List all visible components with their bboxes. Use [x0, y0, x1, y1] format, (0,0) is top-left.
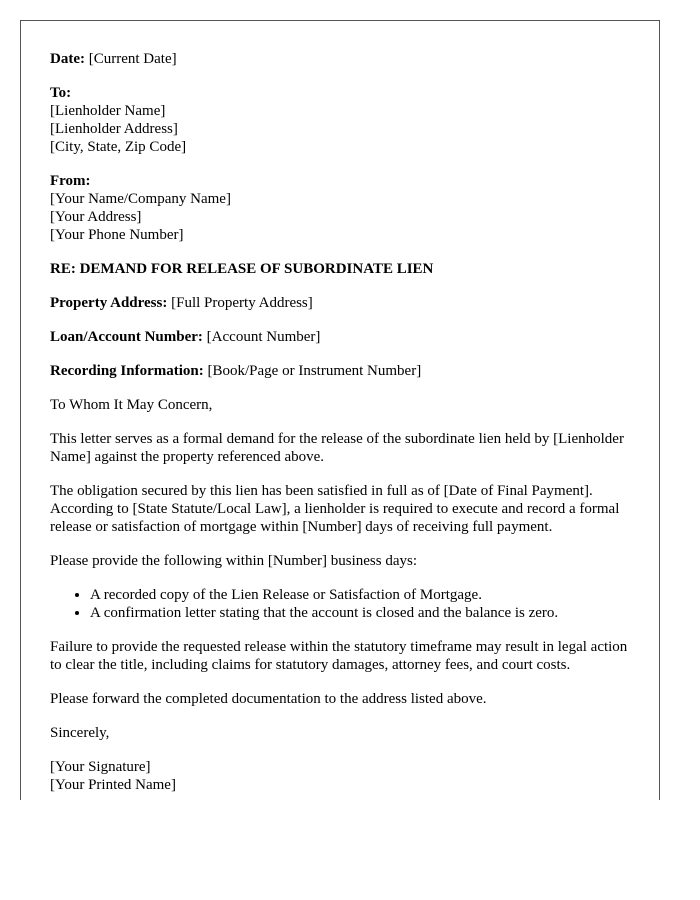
loan-number-label: Loan/Account Number: [50, 329, 203, 345]
recipient-city: [City, State, Zip Code] [50, 139, 187, 155]
recording-info-value: [Book/Page or Instrument Number] [207, 363, 422, 379]
sender-address: [Your Address] [50, 209, 142, 225]
date-line [50, 50, 640, 68]
recipient-name: [Lienholder Name] [50, 103, 166, 119]
recipient-address: [Lienholder Address] [50, 121, 178, 137]
recipient-block [50, 84, 640, 156]
sender-phone: [Your Phone Number] [50, 227, 184, 243]
salutation: To Whom It May Concern, [50, 397, 213, 413]
request-list [50, 586, 640, 622]
recording-info-label: Recording Information: [50, 363, 204, 379]
body-paragraph-purpose: This letter serves as a formal demand for the release of the subordinate lien held by [Lienholder Name] against the property referenced above. [50, 431, 624, 465]
list-item: • A recorded copy of the Lien Release or Satisfaction of Mortgage. [90, 586, 640, 604]
property-address-line [50, 294, 640, 312]
list-item: • A confirmation letter stating that the account is closed and the balance is zero. [90, 604, 640, 622]
date-value: [Current Date] [88, 51, 177, 67]
signoff: Sincerely, [50, 725, 110, 741]
letter-content [50, 50, 640, 800]
property-address-label: Property Address: [50, 295, 168, 311]
sender-label: From: [50, 173, 91, 189]
signature-line: [Your Signature] [50, 759, 151, 775]
signature-block [50, 758, 640, 794]
body-paragraph-warning: Failure to provide the requested release within the statutory timeframe may result in legal action to clear the title, including claims for statutory damages, attorney fees, and court costs. [50, 639, 628, 673]
letter-page [20, 20, 660, 800]
loan-number-value: [Account Number] [206, 329, 321, 345]
sender-block [50, 172, 640, 244]
loan-number-line [50, 328, 640, 346]
recording-info-line [50, 362, 640, 380]
recipient-label: To: [50, 85, 72, 101]
subject-line: RE: DEMAND FOR RELEASE OF SUBORDINATE LIEN [50, 261, 434, 277]
sender-name: [Your Name/Company Name] [50, 191, 231, 207]
property-address-value: [Full Property Address] [171, 295, 313, 311]
body-paragraph-request: Please provide the following within [Number] business days: [50, 553, 418, 569]
date-label: Date: [50, 51, 85, 67]
body-paragraph-forward: Please forward the completed documentation to the address listed above. [50, 691, 487, 707]
printed-name-line: [Your Printed Name] [50, 777, 176, 793]
body-paragraph-obligation: The obligation secured by this lien has been satisfied in full as of [Date of Final Payment]. According to [State Statute/Local Law], a lienholder is required to execute and record a formal release or satisfaction of mortgage within [Number] days of receiving full payment. [50, 483, 620, 535]
